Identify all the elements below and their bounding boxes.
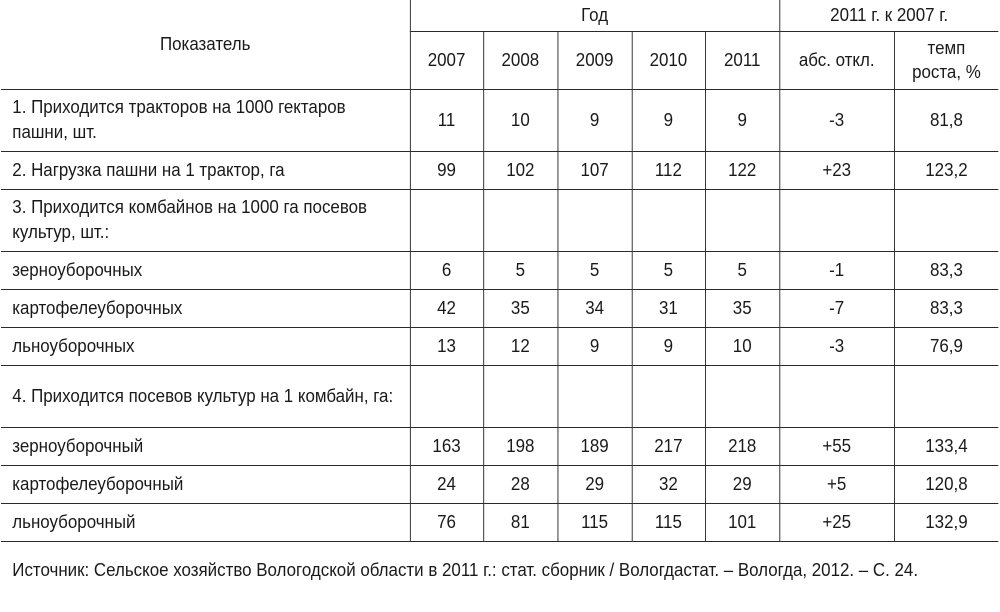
growth-rate-cell: 120,8 [894,465,998,503]
row-label: льноуборочных [1,327,410,365]
abs-deviation-cell: +55 [779,427,894,465]
header-row-1 [1,0,998,31]
abs-deviation-cell: -3 [779,89,894,151]
table-body [1,89,998,541]
year-value-cell: 5 [632,251,705,289]
year-value-cell [632,189,705,251]
growth-rate-cell: 81,8 [894,89,998,151]
table-row [1,327,998,365]
header-year: 2010 [632,31,705,89]
header-change-group: 2011 г. к 2007 г. [779,0,998,31]
year-value-cell: 102 [483,151,557,189]
growth-rate-cell: 123,2 [894,151,998,189]
year-value-cell: 9 [557,327,631,365]
table-row [1,189,998,251]
year-value-cell: 99 [410,151,483,189]
header-indicator: Показатель [1,0,410,89]
year-value-cell: 9 [705,89,779,151]
header-year: 2009 [557,31,631,89]
row-label: картофелеуборочных [1,289,410,327]
year-value-cell [632,365,705,427]
table-row [1,503,998,541]
header-year: 2011 [705,31,779,89]
table-row [1,465,998,503]
abs-deviation-cell [779,365,894,427]
year-value-cell: 31 [632,289,705,327]
year-value-cell: 35 [483,289,557,327]
table-row [1,427,998,465]
year-value-cell: 189 [557,427,631,465]
year-value-cell [483,365,557,427]
year-value-cell: 9 [632,327,705,365]
source-row [1,541,998,599]
growth-rate-cell: 76,9 [894,327,998,365]
year-value-cell [410,365,483,427]
year-value-cell: 112 [632,151,705,189]
growth-rate-cell: 133,4 [894,427,998,465]
row-label: картофелеуборочный [1,465,410,503]
year-value-cell [483,189,557,251]
year-value-cell: 163 [410,427,483,465]
year-value-cell: 5 [557,251,631,289]
row-label: льноуборочный [1,503,410,541]
growth-rate-cell: 132,9 [894,503,998,541]
year-value-cell: 32 [632,465,705,503]
year-value-cell: 76 [410,503,483,541]
year-value-cell: 9 [632,89,705,151]
year-value-cell: 12 [483,327,557,365]
year-value-cell: 6 [410,251,483,289]
row-label: зерноуборочный [1,427,410,465]
abs-deviation-cell: -1 [779,251,894,289]
year-value-cell: 198 [483,427,557,465]
year-value-cell: 217 [632,427,705,465]
header-year: 2008 [483,31,557,89]
table-row [1,89,998,151]
year-value-cell: 29 [557,465,631,503]
year-value-cell: 218 [705,427,779,465]
row-label: 2. Нагрузка пашни на 1 трактор, га [1,151,410,189]
abs-deviation-cell: +23 [779,151,894,189]
year-value-cell: 42 [410,289,483,327]
header-year: 2007 [410,31,483,89]
header-abs-deviation: абс. откл. [779,31,894,89]
header-year-group: Год [410,0,779,31]
year-value-cell: 5 [483,251,557,289]
year-value-cell [557,189,631,251]
table-row [1,365,998,427]
year-value-cell: 81 [483,503,557,541]
year-value-cell [705,365,779,427]
growth-rate-cell: 83,3 [894,289,998,327]
growth-rate-cell: 83,3 [894,251,998,289]
abs-deviation-cell: +25 [779,503,894,541]
year-value-cell [705,189,779,251]
source-note: Источник: Сельское хозяйство Вологодской области в 2011 г.: стат. сборник / Вологдастат. – Вологда, 2012. – С. 24. [1,541,998,599]
year-value-cell: 28 [483,465,557,503]
row-label: 3. Приходится комбайнов на 1000 га посевов культур, шт.: [1,189,410,251]
statistics-table [1,0,998,599]
year-value-cell: 11 [410,89,483,151]
year-value-cell: 13 [410,327,483,365]
year-value-cell: 29 [705,465,779,503]
row-label: 1. Приходится тракторов на 1000 гектаров пашни, шт. [1,89,410,151]
header-growth-rate: темп роста, % [894,31,998,89]
abs-deviation-cell: -3 [779,327,894,365]
table-row [1,289,998,327]
year-value-cell: 122 [705,151,779,189]
year-value-cell: 107 [557,151,631,189]
year-value-cell: 10 [705,327,779,365]
year-value-cell [557,365,631,427]
abs-deviation-cell [779,189,894,251]
year-value-cell: 9 [557,89,631,151]
abs-deviation-cell: +5 [779,465,894,503]
abs-deviation-cell: -7 [779,289,894,327]
year-value-cell: 115 [632,503,705,541]
year-value-cell: 10 [483,89,557,151]
year-value-cell: 115 [557,503,631,541]
growth-rate-cell [894,189,998,251]
row-label: 4. Приходится посевов культур на 1 комбайн, га: [1,365,410,427]
year-value-cell: 35 [705,289,779,327]
row-label: зерноуборочных [1,251,410,289]
year-value-cell: 24 [410,465,483,503]
table-row [1,151,998,189]
year-value-cell: 101 [705,503,779,541]
year-value-cell [410,189,483,251]
growth-rate-cell [894,365,998,427]
table-row [1,251,998,289]
year-value-cell: 34 [557,289,631,327]
year-value-cell: 5 [705,251,779,289]
